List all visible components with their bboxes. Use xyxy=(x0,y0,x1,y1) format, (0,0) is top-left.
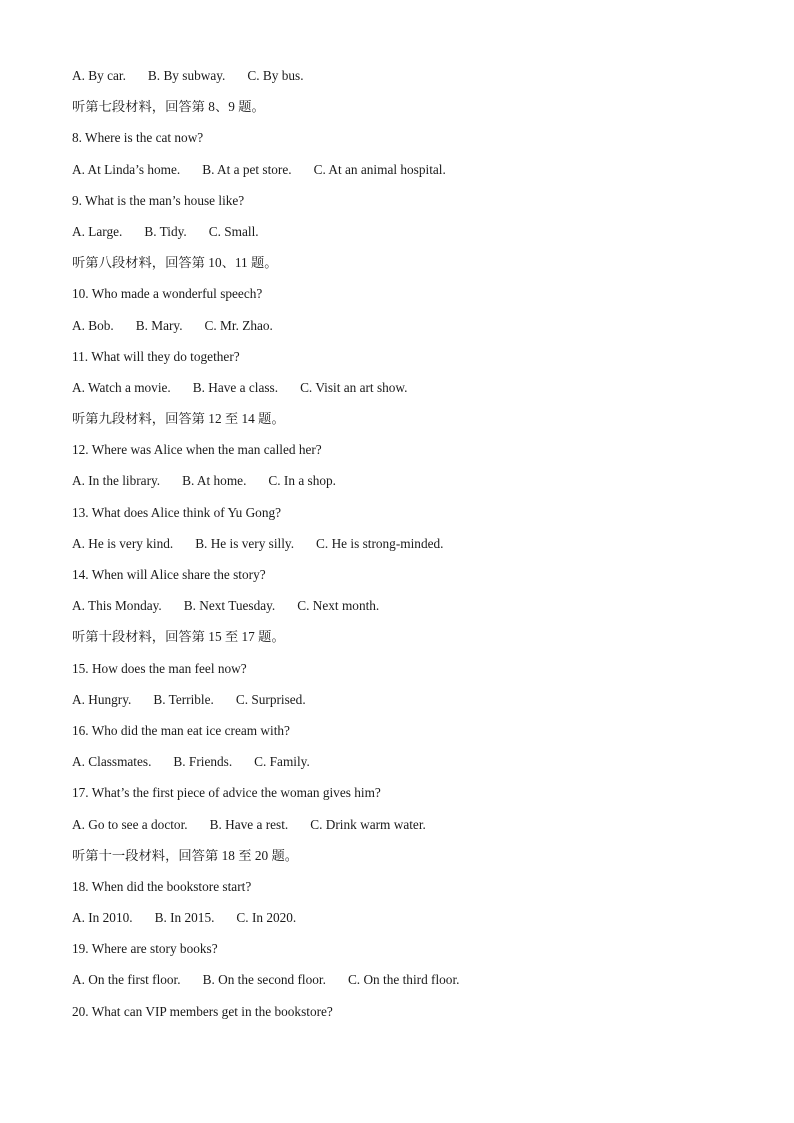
answer-option: A. At Linda’s home. xyxy=(72,161,181,177)
answer-options xyxy=(72,65,752,96)
question-text: 12. Where was Alice when the man called her? xyxy=(72,442,322,458)
answer-option: B. Friends. xyxy=(173,754,233,770)
answer-option: C. In a shop. xyxy=(268,473,336,489)
answer-options xyxy=(72,470,752,501)
question-text: 19. Where are story books? xyxy=(72,941,218,957)
answer-option: C. He is strong-minded. xyxy=(316,535,444,551)
answer-option: B. Have a rest. xyxy=(209,816,289,832)
answer-option: B. By subway. xyxy=(147,68,226,83)
section-heading: 听第十段材料，回答第 15 至 17 题。 xyxy=(72,629,285,645)
question-text: 13. What does Alice think of Yu Gong? xyxy=(72,504,282,520)
answer-options xyxy=(72,315,752,346)
answer-option: B. Mary. xyxy=(135,317,183,333)
question-text: 8. Where is the cat now? xyxy=(72,130,204,146)
question-text: 16. Who did the man eat ice cream with? xyxy=(72,722,290,738)
answer-option: C. In 2020. xyxy=(236,910,297,926)
answer-option: C. By bus. xyxy=(247,68,304,83)
answer-option: A. In 2010. xyxy=(72,910,133,926)
answer-option: C. On the third floor. xyxy=(347,972,460,988)
answer-option: A. Large. xyxy=(72,223,123,239)
answer-option: B. He is very silly. xyxy=(195,535,295,551)
question-text: 18. When did the bookstore start? xyxy=(72,878,252,894)
answer-options xyxy=(72,907,752,938)
answer-options xyxy=(72,969,752,1000)
question-text: 20. What can VIP members get in the bookstore? xyxy=(72,1003,333,1019)
answer-options xyxy=(72,595,752,626)
answer-options xyxy=(72,689,752,720)
answer-option: A. He is very kind. xyxy=(72,535,174,551)
answer-option: B. In 2015. xyxy=(154,910,215,926)
answer-option: A. In the library. xyxy=(72,473,161,489)
answer-option: C. Surprised. xyxy=(235,691,306,707)
answer-option: C. At an animal hospital. xyxy=(313,161,446,177)
answer-option: B. At a pet store. xyxy=(202,161,292,177)
answer-options xyxy=(72,751,752,782)
answer-option: A. Go to see a doctor. xyxy=(72,816,188,832)
answer-option: C. Drink warm water. xyxy=(310,816,426,832)
section-heading: 听第九段材料，回答第 12 至 14 题。 xyxy=(72,411,285,427)
answer-option: B. Terrible. xyxy=(153,691,214,707)
answer-option: A. Bob. xyxy=(72,317,114,333)
answer-option: A. Hungry. xyxy=(72,691,132,707)
question-text: 9. What is the man’s house like? xyxy=(72,192,245,208)
answer-option: A. On the first floor. xyxy=(72,972,181,988)
answer-options xyxy=(72,377,752,408)
question-text: 17. What’s the first piece of advice the woman gives him? xyxy=(72,785,381,801)
answer-option: A. Watch a movie. xyxy=(72,379,171,395)
section-heading: 听第七段材料，回答第 8、9 题。 xyxy=(72,99,265,115)
answer-option: B. Tidy. xyxy=(144,223,187,239)
document-page xyxy=(72,65,752,1032)
answer-option: B. Have a class. xyxy=(192,379,279,395)
answer-options xyxy=(72,814,752,845)
section-heading: 听第八段材料，回答第 10、11 题。 xyxy=(72,255,278,271)
answer-option: C. Small. xyxy=(208,223,259,239)
answer-option: C. Mr. Zhao. xyxy=(204,317,273,333)
answer-option: B. On the second floor. xyxy=(202,972,326,988)
answer-option: B. Next Tuesday. xyxy=(183,598,276,614)
answer-options xyxy=(72,533,752,564)
question-text: 11. What will they do together? xyxy=(72,348,240,364)
answer-option: C. Visit an art show. xyxy=(300,379,408,395)
answer-option: A. This Monday. xyxy=(72,598,162,614)
answer-option: B. At home. xyxy=(182,473,247,489)
answer-option: C. Next month. xyxy=(297,598,380,614)
section-heading: 听第十一段材料，回答第 18 至 20 题。 xyxy=(72,847,299,863)
answer-option: C. Family. xyxy=(254,754,310,770)
question-text: 10. Who made a wonderful speech? xyxy=(72,286,263,302)
answer-option: A. Classmates. xyxy=(72,754,152,770)
answer-options xyxy=(72,221,752,252)
answer-option: A. By car. xyxy=(72,68,126,83)
question-text: 14. When will Alice share the story? xyxy=(72,567,266,582)
answer-options xyxy=(72,159,752,190)
question-text: 15. How does the man feel now? xyxy=(72,660,247,676)
